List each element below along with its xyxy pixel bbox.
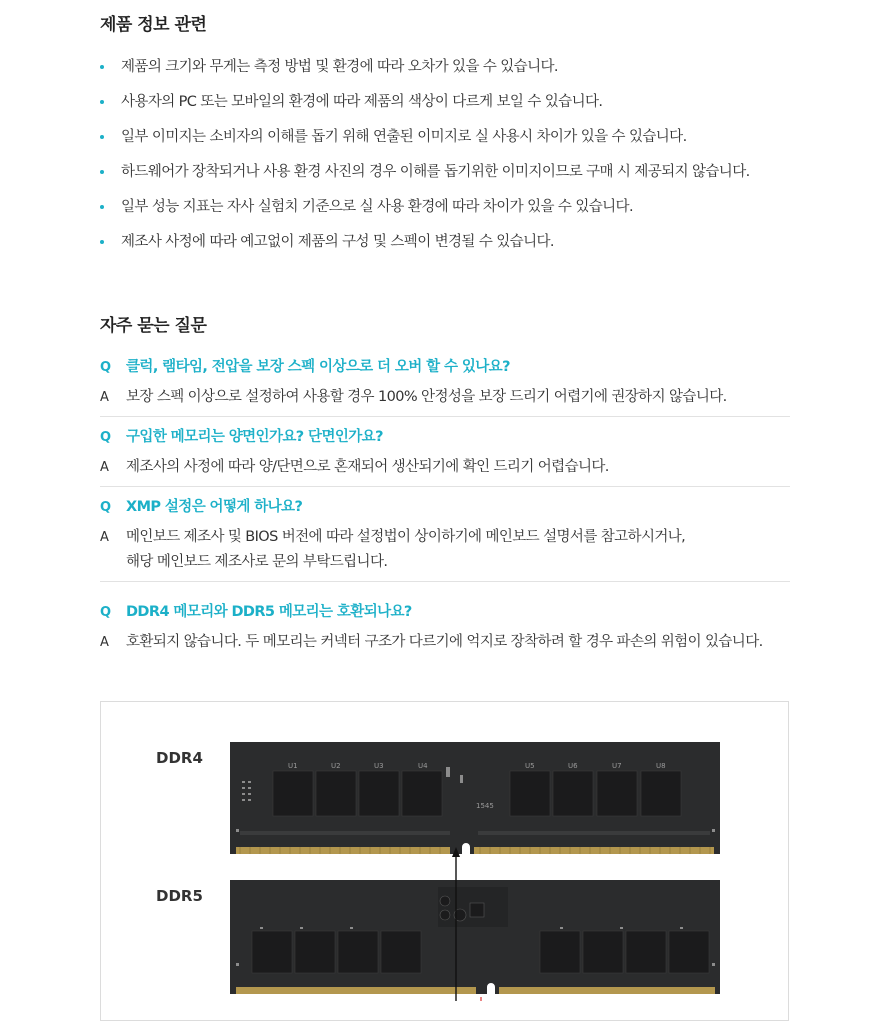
product-info-list — [100, 57, 790, 267]
info-item-text: 하드웨어가 장착되거나 사용 환경 사진의 경우 이해를 돕기위한 이미지이므로 구매 시 제공되지 않습니다. — [121, 164, 750, 180]
ddr4-chip-label: U4 — [418, 762, 428, 770]
faq-answer — [100, 455, 790, 480]
faq-question — [100, 425, 790, 450]
bullet-dot-icon — [100, 170, 104, 174]
info-item — [100, 162, 790, 197]
answer-mark: A — [100, 460, 109, 475]
ddr4-chip — [316, 771, 356, 816]
ddr4-chip — [359, 771, 399, 816]
ddr5-label: DDR5 — [156, 887, 203, 905]
ddr5-chip — [338, 931, 378, 973]
ddr5-gold-contacts-right — [499, 987, 715, 994]
faq-answer-text: 해당 메인보드 제조사로 문의 부탁드립니다. — [126, 554, 388, 570]
ddr4-chip-label: U8 — [656, 762, 666, 770]
info-item — [100, 92, 790, 127]
ddr4-chip-label: U5 — [525, 762, 535, 770]
faq-answer-continued — [100, 550, 790, 575]
ddr5-chip — [540, 931, 580, 973]
ddr4-chip-label: U2 — [331, 762, 341, 770]
faq-answer-text: 메인보드 제조사 및 BIOS 버전에 따라 설정법이 상이하기에 메인보드 설명서를 참고하시거나, — [126, 529, 686, 545]
memory-modules-illustration — [100, 701, 789, 1001]
ddr4-chip — [553, 771, 593, 816]
ddr4-chip — [597, 771, 637, 816]
question-mark: Q — [100, 360, 111, 375]
ddr5-module — [230, 880, 720, 994]
answer-mark: A — [100, 530, 109, 545]
bullet-dot-icon — [100, 135, 104, 139]
bullet-dot-icon — [100, 65, 104, 69]
info-item-text: 제조사 사정에 따라 예고없이 제품의 구성 및 스펙이 변경될 수 있습니다. — [121, 234, 554, 250]
faq-divider — [100, 486, 790, 487]
ddr5-chip — [583, 931, 623, 973]
answer-mark: A — [100, 390, 109, 405]
info-item — [100, 197, 790, 232]
faq-question — [100, 495, 790, 520]
answer-mark: A — [100, 635, 109, 650]
ddr4-chip-label: U6 — [568, 762, 578, 770]
faq-title: 자주 묻는 질문 — [100, 316, 207, 336]
faq-item — [100, 425, 790, 480]
faq-answer — [100, 630, 790, 655]
ddr4-chip-label: U3 — [374, 762, 384, 770]
ddr4-label: DDR4 — [156, 749, 203, 767]
ddr4-chip — [641, 771, 681, 816]
ddr4-chip — [402, 771, 442, 816]
ddr4-chip — [510, 771, 550, 816]
faq-answer — [100, 525, 790, 550]
ddr4-pcb-code: 1545 — [476, 802, 494, 810]
ddr4-chip-label: U1 — [288, 762, 298, 770]
bullet-dot-icon — [100, 205, 104, 209]
info-item-text: 일부 이미지는 소비자의 이해를 돕기 위해 연출된 이미지로 실 사용시 차이가 있을 수 있습니다. — [121, 129, 687, 145]
faq-question-text: XMP 설정은 어떻게 하나요? — [126, 499, 303, 515]
faq-question — [100, 355, 790, 380]
faq-answer-text: 보장 스펙 이상으로 설정하여 사용할 경우 100% 안정성을 보장 드리기 어렵기에 권장하지 않습니다. — [126, 389, 727, 405]
faq-item — [100, 355, 790, 410]
ddr5-gold-contacts-left — [236, 987, 476, 994]
question-mark: Q — [100, 500, 111, 515]
ddr5-chip — [381, 931, 421, 973]
faq-question-text: 클럭, 램타임, 전압을 보장 스펙 이상으로 더 오버 할 수 있나요? — [126, 359, 510, 375]
ddr4-chip — [273, 771, 313, 816]
product-info-title: 제품 정보 관련 — [100, 15, 207, 35]
ddr5-chip — [669, 931, 709, 973]
ddr4-gold-contacts-left — [236, 847, 450, 854]
question-mark: Q — [100, 605, 111, 620]
faq-question-text: DDR4 메모리와 DDR5 메모리는 호환되나요? — [126, 604, 412, 620]
ddr5-chip — [626, 931, 666, 973]
faq-answer-text: 제조사의 사정에 따라 양/단면으로 혼재되어 생산되기에 확인 드리기 어렵습니다. — [126, 459, 609, 475]
question-mark: Q — [100, 430, 111, 445]
bullet-dot-icon — [100, 240, 104, 244]
faq-answer — [100, 385, 790, 410]
faq-answer-text: 호환되지 않습니다. 두 메모리는 커넥터 구조가 다르기에 억지로 장착하려 할 경우 파손의 위험이 있습니다. — [126, 634, 763, 650]
info-item — [100, 232, 790, 267]
info-item-text: 사용자의 PC 또는 모바일의 환경에 따라 제품의 색상이 다르게 보일 수 있습니다. — [121, 94, 603, 110]
ddr4-module — [230, 742, 720, 854]
info-item — [100, 57, 790, 92]
ddr5-pmic-chip — [470, 903, 484, 917]
faq-item — [100, 495, 790, 575]
ddr5-chip — [252, 931, 292, 973]
faq-question — [100, 600, 790, 625]
faq-item — [100, 600, 790, 655]
info-item — [100, 127, 790, 162]
faq-divider — [100, 416, 790, 417]
bullet-dot-icon — [100, 100, 104, 104]
info-item-text: 제품의 크기와 무게는 측정 방법 및 환경에 따라 오차가 있을 수 있습니다. — [121, 59, 558, 75]
info-item-text: 일부 성능 지표는 자사 실험치 기준으로 실 사용 환경에 따라 차이가 있을 수 있습니다. — [121, 199, 633, 215]
ddr4-chip-label: U7 — [612, 762, 622, 770]
ddr-comparison-diagram — [100, 701, 789, 1021]
faq-divider — [100, 581, 790, 582]
faq-question-text: 구입한 메모리는 양면인가요? 단면인가요? — [126, 429, 383, 445]
ddr5-chip — [295, 931, 335, 973]
